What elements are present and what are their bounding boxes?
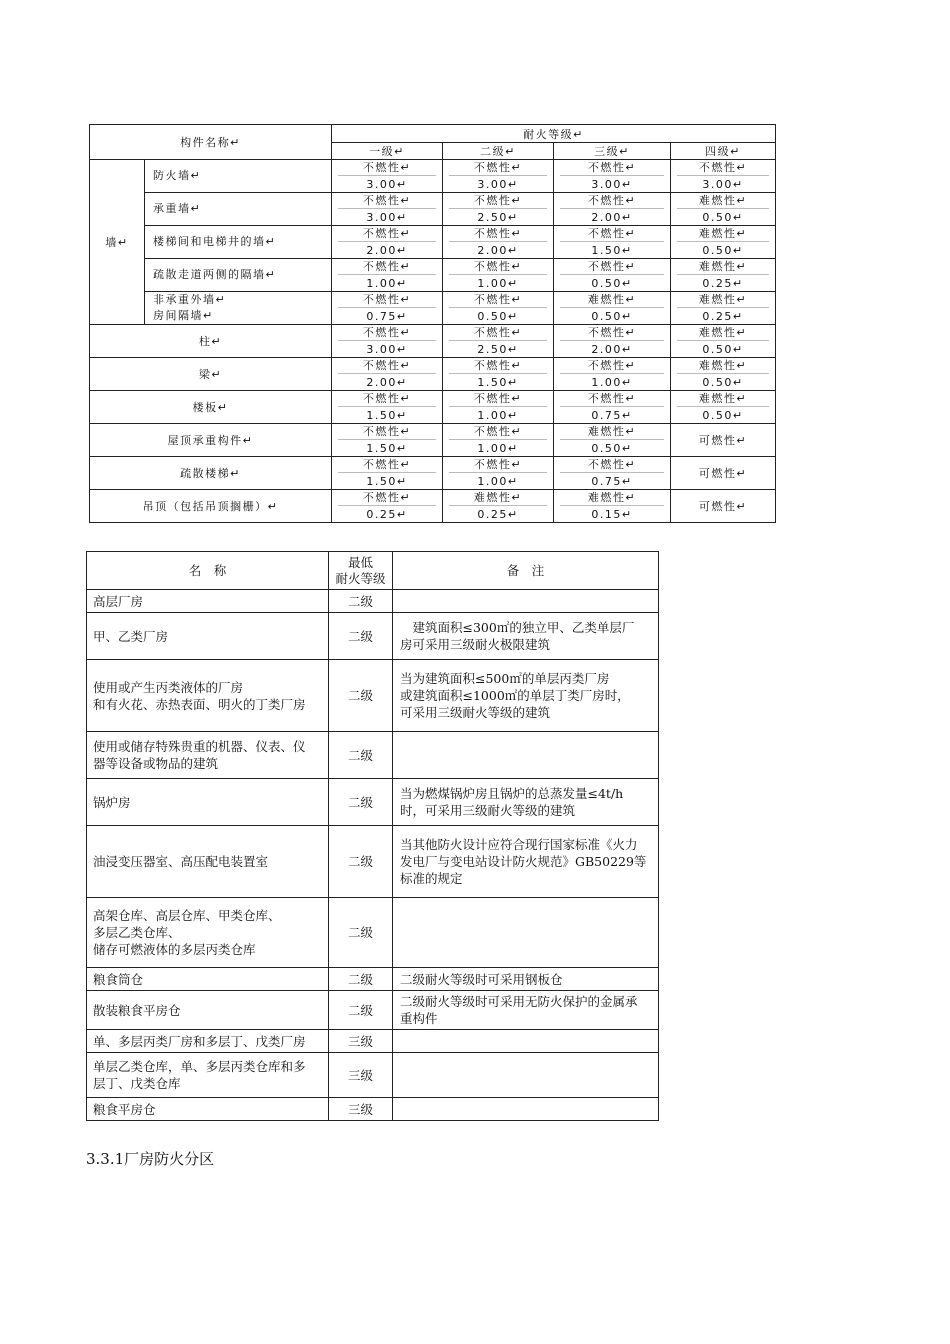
material-class: 不燃性↵ <box>473 392 523 406</box>
table-row <box>87 1030 659 1053</box>
material-class: 不燃性↵ <box>362 227 412 241</box>
header-level: 二级↵ <box>443 143 554 160</box>
building-note <box>393 898 659 968</box>
rating-cell <box>671 160 776 193</box>
fire-hours: 1.50↵ <box>591 243 633 257</box>
fire-hours: 2.00↵ <box>477 243 519 257</box>
component-name <box>145 160 332 193</box>
table-row <box>90 490 776 523</box>
rating-value <box>671 292 775 324</box>
rating-value <box>554 391 670 423</box>
rating-value <box>443 325 553 357</box>
component-name <box>145 193 332 226</box>
rating-cell <box>443 391 554 424</box>
rating-value <box>443 292 553 324</box>
building-name-line: 散装粮食平房仓 <box>93 1002 181 1018</box>
rating-cell <box>554 358 671 391</box>
rating-cell <box>671 325 776 358</box>
material-class: 不燃性↵ <box>473 425 523 439</box>
min-fire-level: 三级 <box>329 1053 393 1098</box>
rating-value <box>332 457 442 489</box>
table-row <box>87 1053 659 1098</box>
rating-cell <box>671 358 776 391</box>
building-name-line: 高架仓库、高层仓库、甲类仓库、 <box>93 908 281 923</box>
header-name: 名 称 <box>87 552 329 590</box>
min-fire-level: 二级 <box>329 779 393 826</box>
material-class: 难燃性↵ <box>698 392 748 406</box>
component-name: 楼板↵ <box>90 391 332 424</box>
rating-cell <box>332 490 443 523</box>
rating-cell <box>443 160 554 193</box>
fire-hours: 3.00↵ <box>366 177 408 191</box>
building-name <box>87 1053 329 1098</box>
table-row <box>87 732 659 779</box>
min-fire-level: 三级 <box>329 1098 393 1121</box>
material-class: 难燃性↵ <box>698 293 748 307</box>
header-fire-rating: 耐火等级↵ <box>332 125 776 143</box>
material-class: 不燃性↵ <box>473 161 523 175</box>
table-row <box>90 160 776 193</box>
fire-hours: 0.50↵ <box>702 375 744 389</box>
building-name-line: 高层厂房 <box>93 593 144 609</box>
fire-hours: 0.50↵ <box>702 210 744 224</box>
fire-hours: 3.00↵ <box>366 210 408 224</box>
rating-cell <box>554 325 671 358</box>
fire-hours: 0.50↵ <box>702 342 744 356</box>
table-row <box>87 779 659 826</box>
rating-cell <box>443 259 554 292</box>
fire-hours: 0.50↵ <box>591 276 633 290</box>
building-name <box>87 779 329 826</box>
component-name: 梁↵ <box>90 358 332 391</box>
fire-hours: 0.50↵ <box>702 408 744 422</box>
material-class: 不燃性↵ <box>362 425 412 439</box>
building-note <box>393 826 659 898</box>
building-name <box>87 968 329 991</box>
rating-value <box>332 325 442 357</box>
building-note <box>393 779 659 826</box>
fire-hours: 0.50↵ <box>702 243 744 257</box>
building-note <box>393 968 659 991</box>
rating-value <box>671 358 775 390</box>
rating-cell <box>332 424 443 457</box>
min-fire-level: 二级 <box>329 660 393 732</box>
material-class: 难燃性↵ <box>473 491 523 505</box>
fire-hours: 0.75↵ <box>366 309 408 323</box>
material-class: 不燃性↵ <box>587 359 637 373</box>
rating-cell <box>443 325 554 358</box>
component-name <box>145 226 332 259</box>
fire-hours: 2.50↵ <box>477 342 519 356</box>
building-note <box>393 732 659 779</box>
fire-hours: 3.00↵ <box>477 177 519 191</box>
note-line: 或建筑面积≤1000㎡的单层丁类厂房时， <box>400 688 630 703</box>
header-note: 备 注 <box>393 552 659 590</box>
material-class: 不燃性↵ <box>587 260 637 274</box>
note-line: 当其他防火设计应符合现行国家标准《火力 <box>400 837 638 852</box>
table-row <box>87 826 659 898</box>
material-class: 不燃性↵ <box>362 359 412 373</box>
fire-hours: 0.50↵ <box>591 441 633 455</box>
rating-cell <box>443 226 554 259</box>
material-class: 不燃性↵ <box>473 458 523 472</box>
material-class: 不燃性↵ <box>362 194 412 208</box>
rating-value <box>554 358 670 390</box>
material-class: 不燃性↵ <box>587 326 637 340</box>
rating-value <box>443 160 553 192</box>
fire-hours: 2.00↵ <box>591 342 633 356</box>
fire-hours: 0.25↵ <box>477 507 519 521</box>
building-name <box>87 1030 329 1053</box>
material-class: 难燃性↵ <box>698 326 748 340</box>
table-row <box>87 1098 659 1121</box>
rating-value <box>443 490 553 522</box>
material-class: 难燃性↵ <box>698 227 748 241</box>
material-class: 不燃性↵ <box>362 392 412 406</box>
building-name-line: 单层乙类仓库，单、多层丙类仓库和多 <box>93 1059 306 1074</box>
header-min-level-line: 耐火等级 <box>335 570 386 586</box>
material-class: 不燃性↵ <box>362 458 412 472</box>
fire-hours: 3.00↵ <box>591 177 633 191</box>
fire-hours: 2.00↵ <box>366 243 408 257</box>
rating-cell <box>554 226 671 259</box>
component-name: 屋顶承重构件↵ <box>90 424 332 457</box>
material-class: 难燃性↵ <box>698 194 748 208</box>
rating-cell <box>332 391 443 424</box>
table-row <box>87 613 659 660</box>
component-name: 吊顶（包括吊顶搁栅）↵ <box>90 490 332 523</box>
header-min-level-line: 最低 <box>347 554 373 570</box>
fire-hours: 1.50↵ <box>366 474 408 488</box>
note-line: 标准的规定 <box>400 871 463 886</box>
building-name-line: 多层乙类仓库、 <box>93 925 181 940</box>
rating-cell <box>554 490 671 523</box>
building-name-line: 和有火花、赤热表面、明火的丁类厂房 <box>93 696 306 712</box>
fire-hours: 0.25↵ <box>702 276 744 290</box>
building-name <box>87 732 329 779</box>
table-row <box>87 660 659 732</box>
fire-hours: 1.00↵ <box>477 408 519 422</box>
material-class: 不燃性↵ <box>587 392 637 406</box>
rating-cell <box>443 358 554 391</box>
building-name-line: 使用或产生丙类液体的厂房 <box>93 679 244 695</box>
building-name <box>87 826 329 898</box>
min-fire-level: 二级 <box>329 732 393 779</box>
note-line: 房可采用三级耐火极限建筑 <box>400 637 551 652</box>
rating-value <box>332 259 442 291</box>
fire-hours: 2.00↵ <box>591 210 633 224</box>
rating-value <box>671 391 775 423</box>
material-class: 不燃性↵ <box>362 326 412 340</box>
building-note <box>393 1053 659 1098</box>
material-class: 不燃性↵ <box>698 161 748 175</box>
building-name-line: 储存可燃液体的多层丙类仓库 <box>93 942 256 957</box>
rating-value <box>554 325 670 357</box>
fire-hours: 1.00↵ <box>477 474 519 488</box>
component-name: 疏散楼梯↵ <box>90 457 332 490</box>
min-fire-level: 二级 <box>329 968 393 991</box>
material-class: 不燃性↵ <box>362 260 412 274</box>
fire-resistance-table <box>89 124 776 523</box>
note-line: 当为建筑面积≤500㎡的单层丙类厂房 <box>400 671 610 686</box>
min-fire-level: 二级 <box>329 826 393 898</box>
header-level: 三级↵ <box>554 143 671 160</box>
building-name-line: 锅炉房 <box>93 794 131 810</box>
table-row <box>90 259 776 292</box>
header-level: 一级↵ <box>332 143 443 160</box>
material-class: 不燃性↵ <box>473 194 523 208</box>
rating-cell <box>554 457 671 490</box>
rating-value <box>332 160 442 192</box>
material-class: 不燃性↵ <box>587 161 637 175</box>
rating-cell <box>554 424 671 457</box>
building-name-line: 甲、乙类厂房 <box>93 628 169 644</box>
table-row <box>90 358 776 391</box>
rating-cell <box>332 358 443 391</box>
fire-hours: 1.50↵ <box>366 441 408 455</box>
rating-cell <box>443 292 554 325</box>
building-name <box>87 590 329 613</box>
rating-cell <box>443 193 554 226</box>
material-class: 难燃性↵ <box>587 491 637 505</box>
rating-value <box>671 193 775 225</box>
rating-value <box>443 193 553 225</box>
building-name-line: 器等设备或物品的建筑 <box>93 756 219 771</box>
fire-hours: 1.50↵ <box>477 375 519 389</box>
rating-value <box>332 358 442 390</box>
building-name-line: 层丁、戊类仓库 <box>93 1076 181 1091</box>
rating-value <box>554 259 670 291</box>
rating-value <box>332 292 442 324</box>
rating-value <box>443 424 553 456</box>
rating-value <box>332 490 442 522</box>
building-note <box>393 1030 659 1053</box>
material-class: 不燃性↵ <box>473 227 523 241</box>
building-name-line: 单、多层丙类厂房和多层丁、戊类厂房 <box>93 1033 306 1049</box>
rating-cell <box>443 457 554 490</box>
rating-cell <box>332 226 443 259</box>
rating-cell <box>332 160 443 193</box>
rating-cell <box>671 292 776 325</box>
rating-cell: 可燃性↵ <box>671 457 776 490</box>
rating-value <box>671 325 775 357</box>
note-line: 二级耐火等级时可采用钢板仓 <box>400 971 563 987</box>
table-row <box>90 193 776 226</box>
table-row <box>90 292 776 325</box>
fire-hours: 0.50↵ <box>477 309 519 323</box>
material-class: 不燃性↵ <box>473 326 523 340</box>
rating-cell <box>671 226 776 259</box>
material-class: 不燃性↵ <box>362 293 412 307</box>
rating-value <box>671 226 775 258</box>
rating-cell <box>332 292 443 325</box>
rating-cell <box>554 193 671 226</box>
building-name-line: 粮食平房仓 <box>93 1101 156 1117</box>
material-class: 不燃性↵ <box>473 260 523 274</box>
material-class: 难燃性↵ <box>587 425 637 439</box>
table-row <box>90 391 776 424</box>
rating-cell: 可燃性↵ <box>671 490 776 523</box>
rating-value <box>554 457 670 489</box>
rating-cell <box>443 424 554 457</box>
rating-cell <box>554 391 671 424</box>
material-class: 不燃性↵ <box>473 293 523 307</box>
note-line: 重构件 <box>400 1011 438 1026</box>
fire-hours: 1.00↵ <box>477 441 519 455</box>
header-min-level <box>329 552 393 590</box>
rating-cell <box>671 391 776 424</box>
building-name <box>87 660 329 732</box>
rating-cell <box>443 490 554 523</box>
rating-value <box>332 424 442 456</box>
material-class: 难燃性↵ <box>698 260 748 274</box>
min-fire-level: 二级 <box>329 898 393 968</box>
fire-hours: 3.00↵ <box>366 342 408 356</box>
section-heading: 3.3.1厂房防火分区 <box>86 1150 215 1168</box>
building-name <box>87 991 329 1030</box>
fire-hours: 1.00↵ <box>477 276 519 290</box>
building-note <box>393 991 659 1030</box>
min-fire-level: 二级 <box>329 991 393 1030</box>
table-row <box>87 968 659 991</box>
building-note <box>393 660 659 732</box>
building-name <box>87 613 329 660</box>
fire-hours: 0.15↵ <box>591 507 633 521</box>
min-fire-level: 三级 <box>329 1030 393 1053</box>
note-line: 发电厂与变电站设计防火规范》GB50229等 <box>400 854 647 869</box>
fire-hours: 1.00↵ <box>366 276 408 290</box>
rating-value <box>443 358 553 390</box>
table-row <box>87 898 659 968</box>
component-name <box>145 259 332 292</box>
rating-value <box>332 193 442 225</box>
fire-hours: 2.50↵ <box>477 210 519 224</box>
fire-hours: 0.25↵ <box>366 507 408 521</box>
rating-cell <box>332 193 443 226</box>
wall-group-label: 墙↵ <box>90 160 145 325</box>
rating-value <box>671 259 775 291</box>
table-row <box>87 991 659 1030</box>
fire-hours: 0.75↵ <box>591 474 633 488</box>
building-note <box>393 613 659 660</box>
fire-hours: 0.25↵ <box>702 309 744 323</box>
rating-cell <box>554 160 671 193</box>
material-class: 难燃性↵ <box>698 359 748 373</box>
min-fire-level: 二级 <box>329 590 393 613</box>
rating-cell <box>332 259 443 292</box>
rating-cell <box>554 259 671 292</box>
min-fire-level: 二级 <box>329 613 393 660</box>
rating-value <box>671 160 775 192</box>
building-note <box>393 590 659 613</box>
rating-cell <box>332 457 443 490</box>
table-row <box>87 590 659 613</box>
component-name-line: 承重墙↵ <box>153 202 202 215</box>
header-level: 四级↵ <box>671 143 776 160</box>
building-rating-table <box>86 551 659 1121</box>
fire-hours: 2.00↵ <box>366 375 408 389</box>
fire-hours: 3.00↵ <box>702 177 744 191</box>
material-class: 不燃性↵ <box>587 458 637 472</box>
note-line: 二级耐火等级时可采用无防火保护的金属承 <box>400 994 638 1009</box>
rating-cell: 可燃性↵ <box>671 424 776 457</box>
rating-value <box>443 226 553 258</box>
table-row <box>90 424 776 457</box>
building-name-line: 使用或储存特殊贵重的机器、仪表、仪 <box>93 739 306 754</box>
material-class: 不燃性↵ <box>587 227 637 241</box>
rating-cell <box>332 325 443 358</box>
rating-value <box>554 226 670 258</box>
component-name-line: 楼梯间和电梯井的墙↵ <box>153 235 277 248</box>
note-line: 时，可采用三级耐火等级的建筑 <box>400 803 576 818</box>
rating-value <box>443 457 553 489</box>
header-component-name: 构件名称↵ <box>90 125 332 160</box>
rating-cell <box>671 259 776 292</box>
rating-value <box>332 391 442 423</box>
building-name-line: 油浸变压器室、高压配电装置室 <box>93 854 269 869</box>
material-class: 不燃性↵ <box>362 161 412 175</box>
material-class: 难燃性↵ <box>587 293 637 307</box>
rating-cell <box>554 292 671 325</box>
fire-hours: 1.50↵ <box>366 408 408 422</box>
rating-value <box>554 424 670 456</box>
component-name: 柱↵ <box>90 325 332 358</box>
table-row <box>90 226 776 259</box>
rating-cell <box>671 193 776 226</box>
rating-value <box>554 292 670 324</box>
table-row <box>90 457 776 490</box>
note-line: 建筑面积≤300㎡的独立甲、乙类单层厂 <box>400 620 635 635</box>
building-name <box>87 898 329 968</box>
component-name <box>145 292 332 325</box>
component-name-line: 疏散走道两侧的隔墙↵ <box>153 268 277 281</box>
rating-value <box>332 226 442 258</box>
component-name-line: 非承重外墙↵ <box>153 293 227 306</box>
component-name-line: 防火墙↵ <box>153 169 202 182</box>
building-note <box>393 1098 659 1121</box>
fire-hours: 0.75↵ <box>591 408 633 422</box>
building-name-line: 粮食筒仓 <box>93 971 144 987</box>
note-line: 当为燃煤锅炉房且锅炉的总蒸发量≤4t/h <box>400 786 624 801</box>
rating-value <box>443 391 553 423</box>
component-name-line: 房间隔墙↵ <box>153 309 214 322</box>
material-class: 不燃性↵ <box>473 359 523 373</box>
material-class: 不燃性↵ <box>587 194 637 208</box>
building-name <box>87 1098 329 1121</box>
fire-hours: 0.50↵ <box>591 309 633 323</box>
fire-hours: 1.00↵ <box>591 375 633 389</box>
rating-value <box>554 160 670 192</box>
table-row <box>90 325 776 358</box>
rating-value <box>554 490 670 522</box>
material-class: 不燃性↵ <box>362 491 412 505</box>
rating-value <box>554 193 670 225</box>
rating-value <box>443 259 553 291</box>
note-line: 可采用三级耐火等级的建筑 <box>400 705 551 720</box>
